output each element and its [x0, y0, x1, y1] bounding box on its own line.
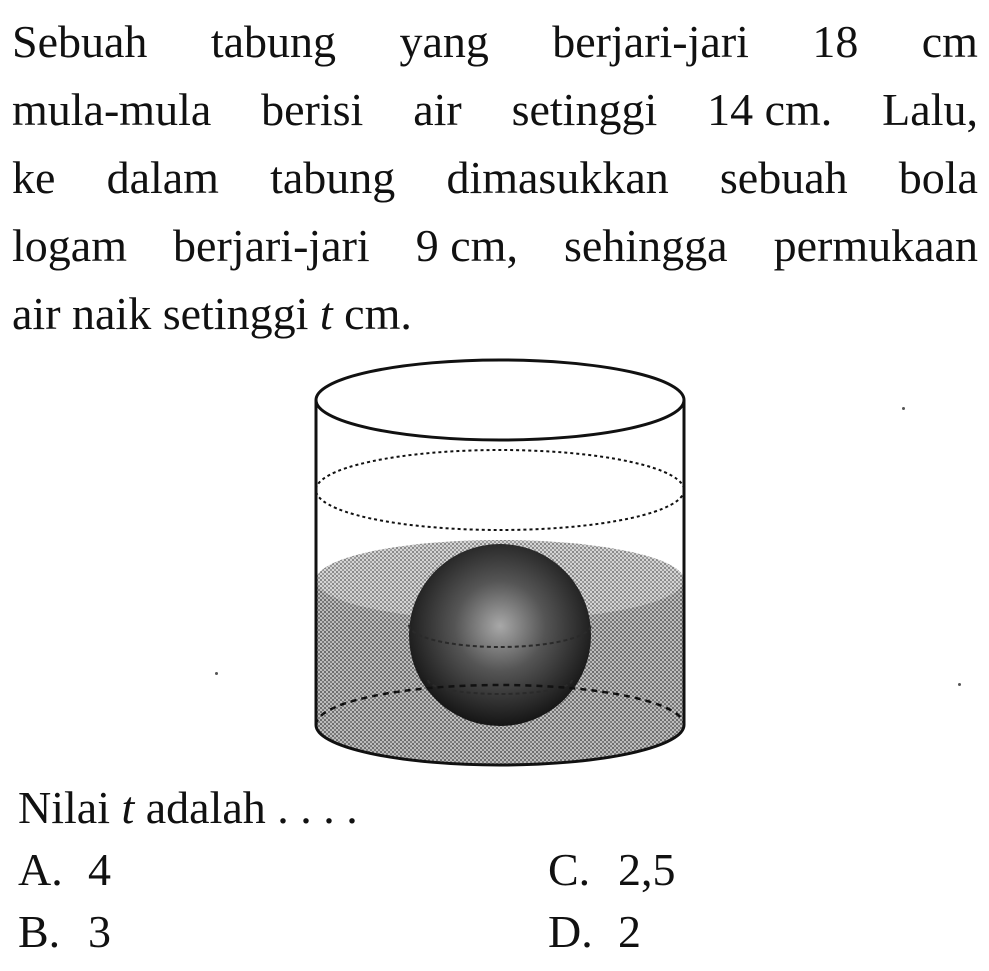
word: ke	[12, 152, 56, 203]
problem-line-4	[12, 212, 978, 280]
word: dimasukkan	[446, 152, 669, 203]
metal-ball	[409, 544, 591, 726]
option-d[interactable]	[548, 902, 641, 962]
word: yang	[399, 16, 489, 67]
word: sehingga	[564, 220, 728, 271]
word: mula-mula	[12, 84, 212, 135]
line5-unit: cm.	[332, 288, 412, 339]
cylinder-figure	[300, 355, 700, 780]
option-value: 3	[88, 906, 111, 957]
problem-statement	[12, 8, 978, 348]
word: bola	[898, 152, 978, 203]
variable-t: t	[121, 782, 135, 833]
option-letter: C.	[548, 844, 591, 895]
word: setinggi	[511, 84, 658, 135]
problem-line-3	[12, 144, 978, 212]
option-value: 2	[618, 906, 641, 957]
word: air	[413, 84, 462, 135]
word: cm	[921, 16, 978, 67]
scan-dot	[958, 683, 961, 686]
option-b[interactable]	[18, 902, 111, 962]
option-c[interactable]	[548, 840, 676, 900]
word: 9 cm,	[415, 220, 518, 271]
cylinder-top-rim	[316, 360, 684, 440]
word: logam	[12, 220, 127, 271]
option-letter: A.	[18, 844, 63, 895]
word: Lalu,	[882, 84, 978, 135]
word: permukaan	[773, 220, 978, 271]
word: 18	[812, 16, 859, 67]
word: 14 cm.	[707, 84, 833, 135]
option-letter: B.	[18, 906, 61, 957]
word: berisi	[261, 84, 364, 135]
option-value: 4	[88, 844, 111, 895]
variable-t: t	[319, 288, 333, 339]
question-text	[18, 778, 358, 838]
word: dalam	[106, 152, 219, 203]
word: Sebuah	[12, 16, 148, 67]
scan-dot	[902, 407, 905, 410]
word: tabung	[270, 152, 396, 203]
question-post: adalah . . . .	[134, 782, 358, 833]
option-letter: D.	[548, 906, 593, 957]
scan-dot	[215, 672, 218, 675]
word: tabung	[210, 16, 337, 67]
problem-line-2	[12, 76, 978, 144]
line5-text: air naik setinggi	[12, 288, 320, 339]
option-value: 2,5	[618, 844, 676, 895]
word: berjari-jari	[552, 16, 749, 67]
problem-line-1	[12, 8, 978, 76]
word: sebuah	[719, 152, 848, 203]
question-pre: Nilai	[18, 782, 122, 833]
problem-line-5	[12, 280, 978, 348]
new-water-level	[316, 450, 684, 530]
cylinder-diagram	[300, 355, 700, 775]
word: berjari-jari	[173, 220, 370, 271]
option-a[interactable]	[18, 840, 111, 900]
